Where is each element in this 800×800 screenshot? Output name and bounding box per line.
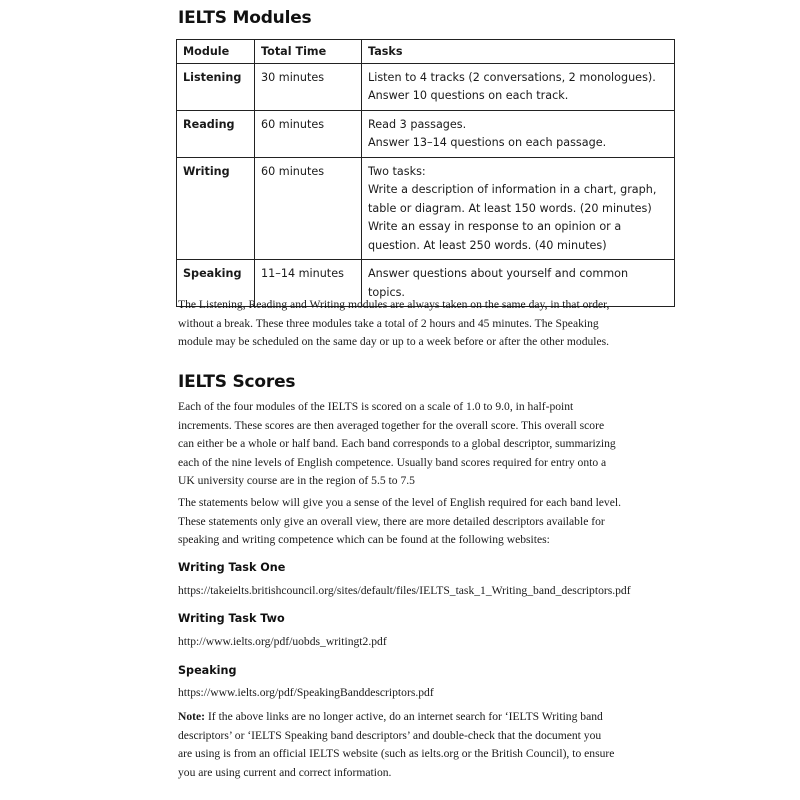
- writing-task-two-heading: Writing Task Two: [178, 612, 285, 625]
- table-row: [177, 157, 675, 260]
- text-line: UK university course are in the region of 5.5 to 7.5: [178, 474, 415, 487]
- table-header-row: [177, 40, 675, 64]
- task-line: Read 3 passages.: [368, 117, 467, 131]
- column-header-module: Module: [177, 40, 255, 64]
- module-time: 30 minutes: [255, 63, 362, 110]
- module-tasks: [362, 110, 675, 157]
- text-line: each of the nine levels of English competence. Usually band scores required for entry onto a: [178, 455, 607, 469]
- text-line: are using is from an official IELTS website (such as ielts.org or the British Council), to ensure: [178, 747, 615, 760]
- modules-heading: IELTS Modules: [178, 8, 312, 28]
- module-tasks: [362, 63, 675, 110]
- speaking-link[interactable]: https://www.ielts.org/pdf/SpeakingBanddescriptors.pdf: [178, 686, 434, 699]
- table-row: [177, 110, 675, 157]
- task-line: Answer questions about yourself and common topics.: [368, 267, 629, 299]
- writing-task-one-link[interactable]: https://takeielts.britishcouncil.org/sites/default/files/IELTS_task_1_Writing_band_descriptors.pdf: [178, 584, 631, 597]
- task-line: Answer 10 questions on each track.: [368, 89, 569, 102]
- text-line: The statements below will give you a sense of the level of English required for each band level.: [178, 496, 621, 509]
- module-name: Writing: [177, 157, 255, 260]
- task-line: Listen to 4 tracks (2 conversations, 2 monologues).: [368, 70, 656, 84]
- text-line: Each of the four modules of the IELTS is scored on a scale of 1.0 to 9.0, in half-point: [178, 400, 574, 413]
- text-line: The Listening, Reading and Writing modules are always taken on the same day, in that order,: [178, 298, 610, 311]
- text-line: without a break. These three modules take a total of 2 hours and 45 minutes. The Speaking: [178, 316, 599, 330]
- text-line: increments. These scores are then averaged together for the overall score. This overall score: [178, 418, 605, 432]
- text-line: [178, 708, 688, 727]
- module-time: 60 minutes: [255, 110, 362, 157]
- module-name: Listening: [177, 63, 255, 110]
- module-name: Speaking: [177, 260, 255, 307]
- module-tasks: [362, 157, 675, 260]
- task-line: Two tasks:: [368, 164, 426, 178]
- task-line: question. At least 250 words. (40 minutes): [368, 238, 607, 252]
- table-row: [177, 63, 675, 110]
- column-header-tasks: Tasks: [362, 40, 675, 64]
- modules-table: [176, 39, 675, 307]
- text-line: These statements only give an overall view, there are more detailed descriptors available for: [178, 514, 605, 528]
- text-line: speaking and writing competence which can be found at the following websites:: [178, 533, 550, 546]
- module-time: 11–14 minutes: [255, 260, 362, 307]
- modules-order-paragraph: [178, 296, 688, 352]
- text-line: can either be a whole or half band. Each band corresponds to a global descriptor, summarizing: [178, 437, 616, 450]
- note-paragraph: [178, 708, 688, 782]
- module-name: Reading: [177, 110, 255, 157]
- text-line: module may be scheduled on the same day or up to a week before or after the other modules.: [178, 335, 610, 348]
- task-line: Write a description of information in a chart, graph,: [368, 183, 657, 196]
- task-line: table or diagram. At least 150 words. (20 minutes): [368, 201, 652, 215]
- scores-heading: IELTS Scores: [178, 372, 296, 392]
- writing-task-two-link[interactable]: http://www.ielts.org/pdf/uobds_writingt2.pdf: [178, 635, 387, 648]
- statements-paragraph: [178, 494, 688, 550]
- speaking-heading: Speaking: [178, 664, 237, 677]
- writing-task-one-heading: Writing Task One: [178, 561, 286, 574]
- column-header-total-time: Total Time: [255, 40, 362, 64]
- scores-scale-paragraph: [178, 398, 688, 491]
- text-line: you are using current and correct information.: [178, 765, 392, 779]
- module-time: 60 minutes: [255, 157, 362, 260]
- task-line: Write an essay in response to an opinion or a: [368, 220, 622, 233]
- text-line: descriptors’ or ‘IELTS Speaking band descriptors’ and double-check that the document you: [178, 728, 602, 742]
- task-line: Answer 13–14 questions on each passage.: [368, 136, 607, 149]
- note-first-line: If the above links are no longer active, do an internet search for ‘IELTS Writing band: [205, 710, 603, 723]
- note-label: Note:: [178, 710, 206, 723]
